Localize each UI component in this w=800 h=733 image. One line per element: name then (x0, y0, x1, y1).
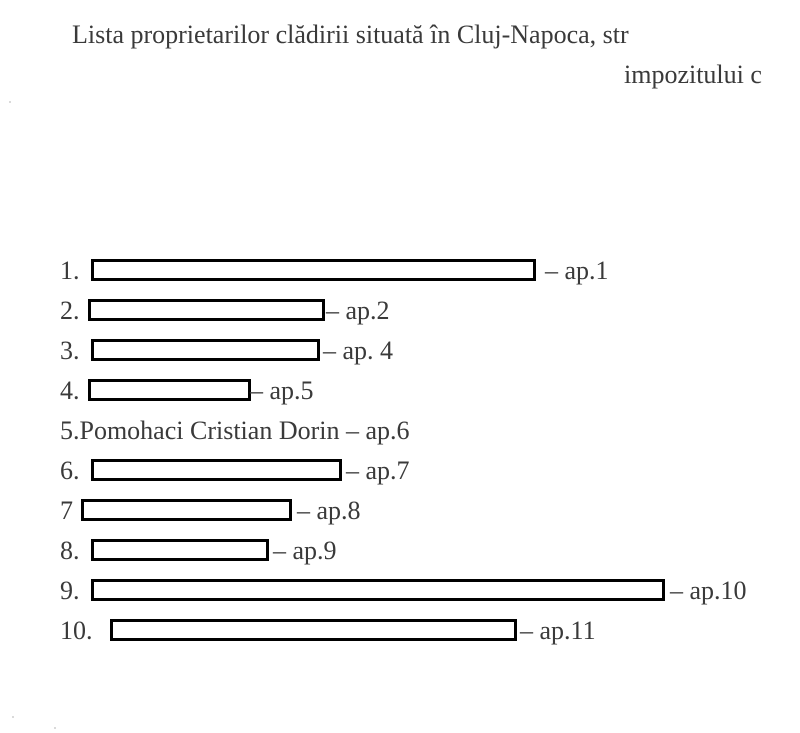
redaction-bar (88, 379, 251, 401)
redaction-bar (110, 619, 517, 641)
scan-speck (54, 727, 56, 729)
item-number: 10. (60, 616, 93, 645)
item-number: 2. (60, 296, 80, 325)
redaction-bar (91, 339, 320, 361)
redaction-bar (91, 259, 536, 281)
apartment-label: – ap.1 (545, 256, 609, 285)
apartment-label: – ap.8 (297, 496, 361, 525)
scan-speck (12, 716, 14, 718)
apartment-label: – ap.10 (670, 576, 747, 605)
item-number: 8. (60, 536, 80, 565)
redaction-bar (91, 539, 269, 561)
item-number: 6. (60, 456, 80, 485)
apartment-label: – ap.7 (346, 456, 410, 485)
scan-speck (9, 101, 11, 103)
item-number: 1. (60, 256, 80, 285)
item-number: 7 (60, 496, 73, 525)
document-title-line-2: impozitului c (624, 60, 762, 89)
redaction-bar (91, 459, 342, 481)
document-title-line-1: Lista proprietarilor clădirii situată în Cluj-Napoca, str (72, 20, 629, 49)
apartment-label: – ap.11 (520, 616, 596, 645)
apartment-label: – ap.2 (326, 296, 390, 325)
redaction-bar (81, 499, 292, 521)
apartment-label: – ap.9 (273, 536, 337, 565)
item-number: 9. (60, 576, 80, 605)
apartment-label: – ap. 4 (323, 336, 394, 365)
item-number: 3. (60, 336, 80, 365)
redaction-bar (88, 299, 325, 321)
redaction-bar (91, 579, 665, 601)
owner-entry-text: 5.Pomohaci Cristian Dorin – ap.6 (60, 416, 410, 445)
apartment-label: – ap.5 (250, 376, 314, 405)
item-number: 4. (60, 376, 80, 405)
